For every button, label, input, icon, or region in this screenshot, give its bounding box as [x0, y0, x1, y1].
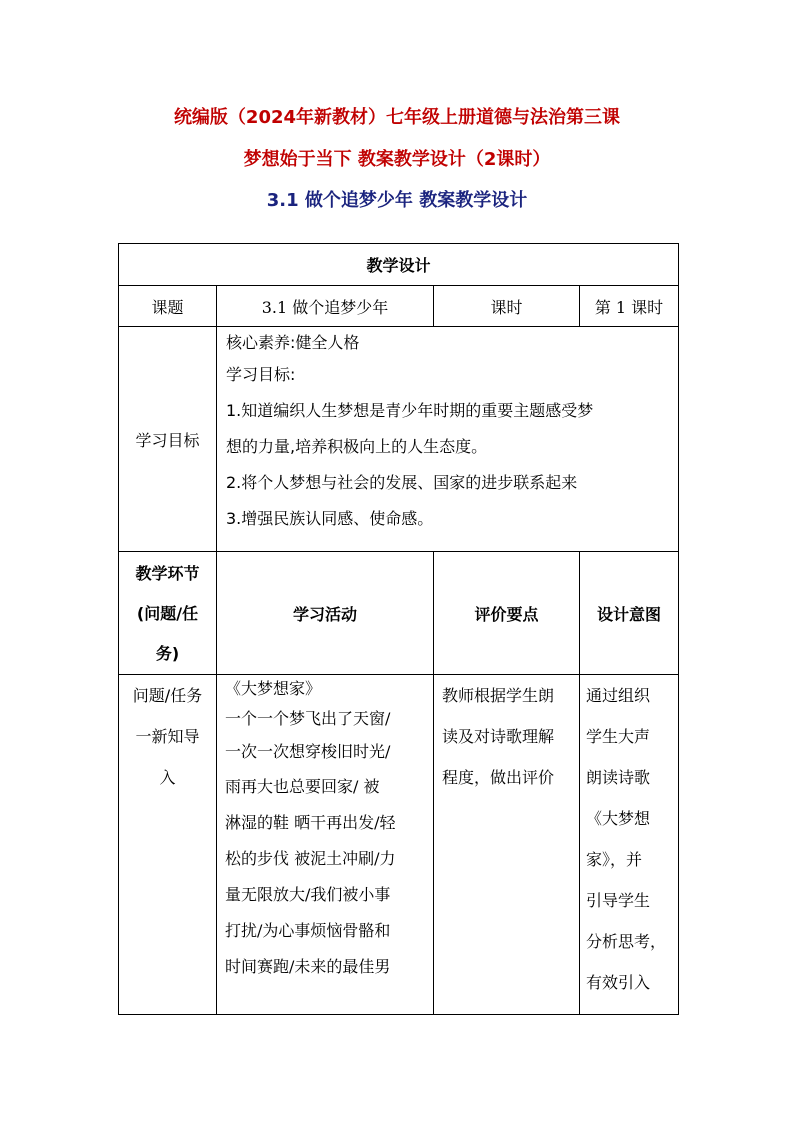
intent-column-header: 设计意图	[580, 552, 679, 675]
goals-label: 学习目标	[119, 327, 217, 552]
poem-line: 一个一个梦飞出了天窗/	[225, 709, 391, 728]
stage-header-line: 教学环节	[135, 564, 200, 583]
evaluation-column-header: 评价要点	[434, 552, 580, 675]
intent-line: 引导学生	[586, 891, 651, 910]
poem-line: 打扰/为心事烦恼骨骼和	[225, 921, 391, 940]
intro-stage-line: 入	[159, 768, 176, 787]
goals-line: 学习目标:	[226, 365, 296, 384]
intent-line: 有效引入	[586, 973, 651, 992]
topic-label: 课题	[119, 286, 217, 327]
goals-line: 1.知道编织人生梦想是青少年时期的重要主题感受梦	[226, 401, 594, 420]
period-value: 第 1 课时	[580, 286, 679, 327]
intent-line: 朗读诗歌	[586, 768, 651, 787]
evaluation-line: 程度，做出评价	[442, 768, 555, 787]
intro-stage-line: 问题/任务	[132, 686, 203, 705]
poem-line: 时间赛跑/未来的最佳男	[225, 957, 391, 976]
poem-line: 松的步伐 被泥土冲刷/力	[225, 849, 396, 868]
document-title-line1: 统编版（2024年新教材）七年级上册道德与法治第三课	[173, 107, 621, 128]
goals-content	[217, 327, 679, 552]
intro-stage	[119, 675, 217, 1015]
intro-stage-line: 一新知导	[135, 727, 200, 746]
stage-column-header	[119, 552, 217, 675]
table-header-row	[119, 244, 679, 286]
goals-line: 3.增强民族认同感、使命感。	[226, 509, 434, 528]
poem-line: 一次一次想穿梭旧时光/	[225, 742, 391, 761]
goals-line: 2.将个人梦想与社会的发展、国家的进步联系起来	[226, 473, 578, 492]
goals-line: 想的力量,培养积极向上的人生态度。	[226, 437, 488, 456]
topic-row	[119, 286, 679, 327]
intro-activity	[217, 675, 434, 1015]
intent-line: 家》，并	[586, 850, 643, 869]
intent-line: 通过组织	[586, 686, 651, 705]
intro-row	[119, 675, 679, 1015]
document-subtitle: 3.1 做个追梦少年 教案教学设计	[266, 190, 528, 211]
evaluation-line: 教师根据学生朗	[442, 686, 555, 705]
document-title-line2: 梦想始于当下 教案教学设计（2课时）	[243, 149, 551, 170]
table-header: 教学设计	[119, 244, 679, 286]
intent-line: 《大梦想	[586, 809, 651, 828]
poem-line: 《大梦想家》	[225, 679, 322, 698]
intro-evaluation	[434, 675, 580, 1015]
period-label: 课时	[434, 286, 580, 327]
poem-line: 淋湿的鞋 晒干再出发/轻	[225, 813, 396, 832]
goals-line: 核心素养:健全人格	[226, 333, 360, 352]
intent-line: 学生大声	[586, 727, 651, 746]
stage-header-line: (问题/任	[136, 604, 199, 623]
poem-line: 量无限放大/我们被小事	[225, 885, 391, 904]
topic-value: 3.1 做个追梦少年	[217, 286, 434, 327]
lesson-plan-table	[118, 243, 679, 1015]
evaluation-line: 读及对诗歌理解	[442, 727, 555, 746]
goals-row	[119, 327, 679, 552]
stage-header-line: 务)	[155, 644, 180, 663]
intro-intent	[580, 675, 679, 1015]
columns-header-row	[119, 552, 679, 675]
activity-column-header: 学习活动	[217, 552, 434, 675]
intent-line: 分析思考，	[586, 932, 667, 951]
poem-line: 雨再大也总要回家/ 被	[225, 777, 380, 796]
